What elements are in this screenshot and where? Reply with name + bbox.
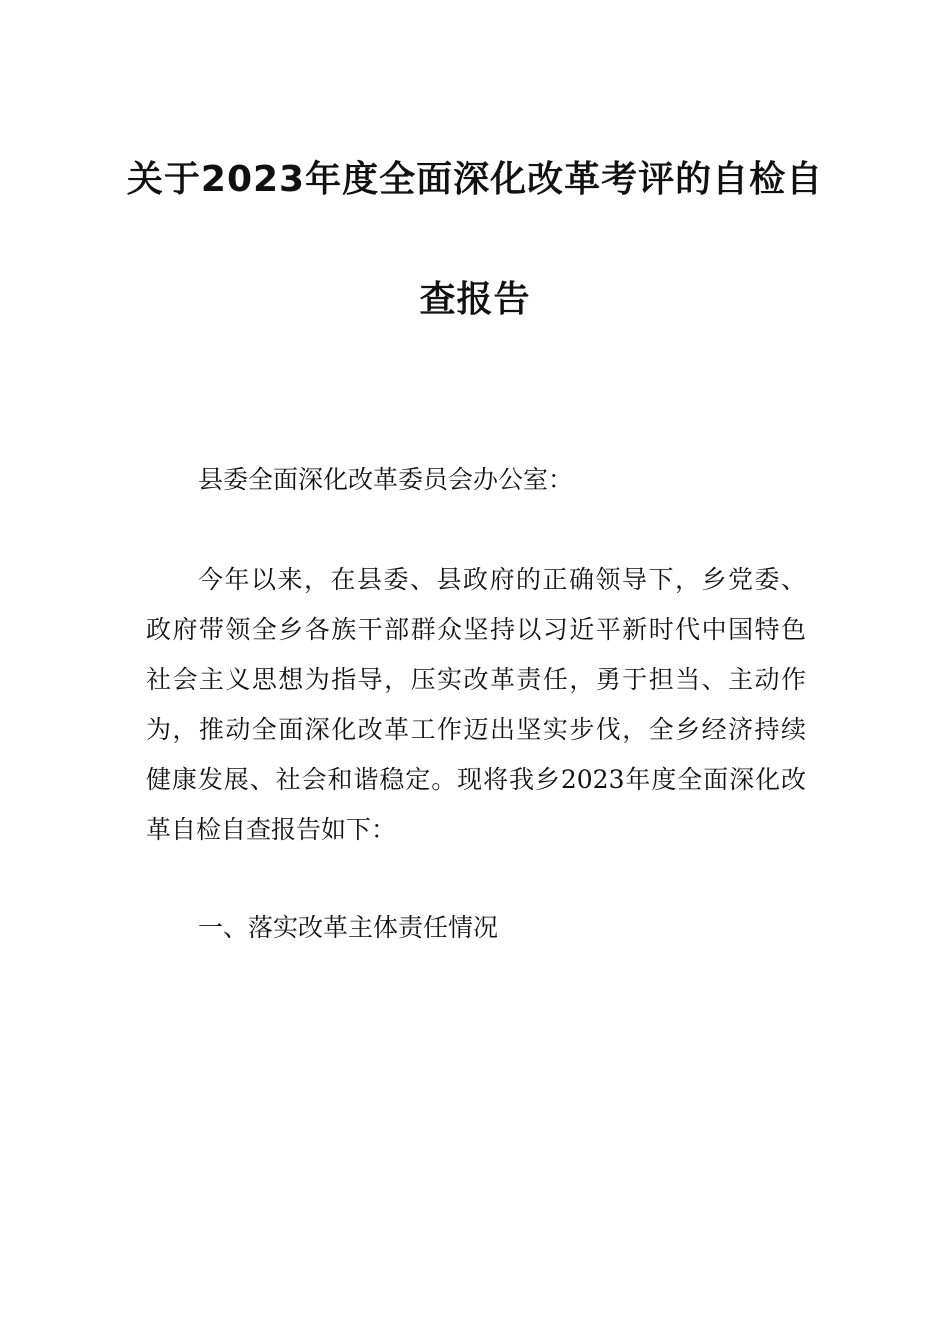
paragraph-line: 健康发展、社会和谐稳定。现将我乡2023年度全面深化改: [146, 765, 806, 794]
paragraph-line: 今年以来，在县委、县政府的正确领导下，乡党委、: [198, 565, 806, 594]
document-title-line-2: 查报告: [419, 279, 531, 320]
paragraph-line: 社会主义思想为指导，压实改革责任，勇于担当、主动作: [146, 665, 806, 694]
section-heading: 一、落实改革主体责任情况: [198, 913, 499, 942]
paragraph-line: 为，推动全面深化改革工作迈出坚实步伐，全乡经济持续: [146, 715, 806, 744]
document-title-line-1: 关于2023年度全面深化改革考评的自检自: [126, 159, 824, 200]
paragraph-line: 革自检自查报告如下：: [146, 815, 397, 844]
salutation: 县委全面深化改革委员会办公室：: [198, 465, 574, 494]
paragraph-line: 政府带领全乡各族干部群众坚持以习近平新时代中国特色: [146, 615, 806, 644]
